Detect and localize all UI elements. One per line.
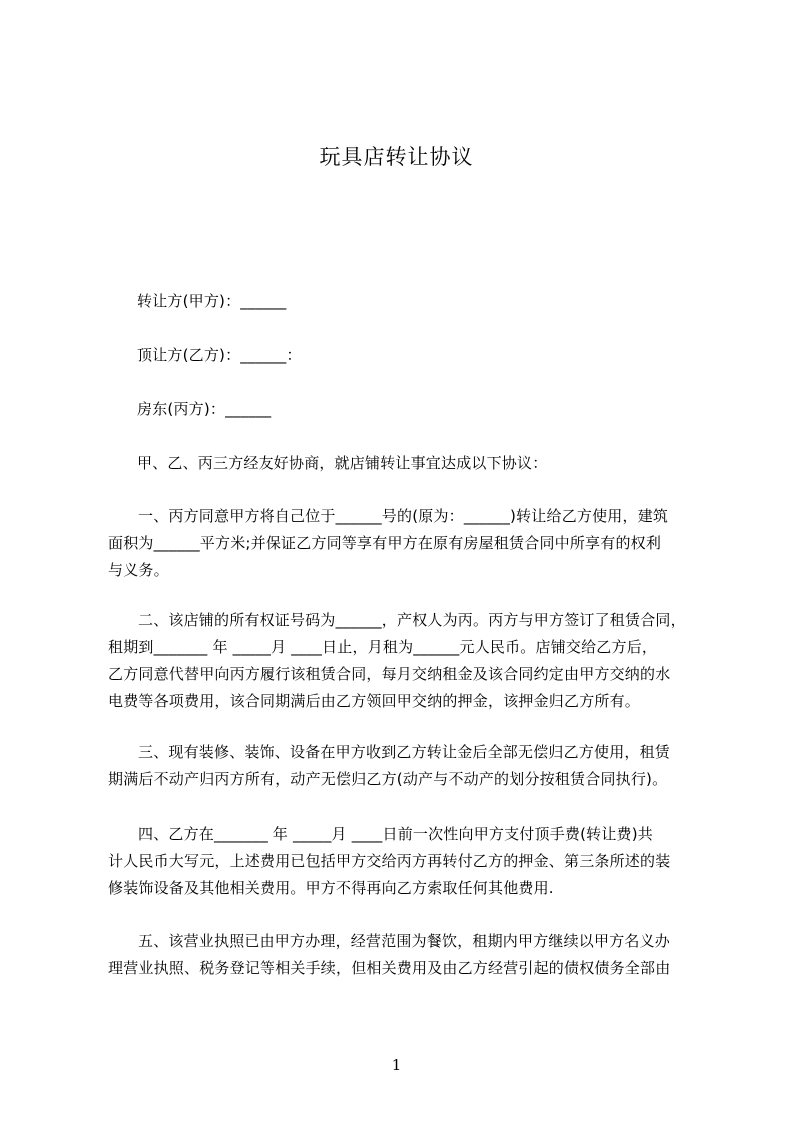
transferor-line: 转让方(甲方)：______ bbox=[137, 292, 287, 310]
page-number: 1 bbox=[391, 1056, 402, 1074]
clause-5-line-1: 五、该营业执照已由甲方办理，经营范围为餐饮，租期内甲方继续以甲方名义办 bbox=[138, 932, 671, 950]
document-title: 玩具店转让协议 bbox=[319, 145, 474, 169]
clause-3-line-2: 期满后不动产归丙方所有，动产无偿归乙方(动产与不动产的划分按租赁合同执行)。 bbox=[108, 770, 668, 788]
transferee-line: 顶让方(乙方)：______： bbox=[137, 346, 302, 364]
landlord-line: 房东(丙方)：______ bbox=[137, 400, 272, 418]
clause-2-line-2: 租期到_______ 年 _____月 ____日止，月租为______元人民币。店铺交给乙方后， bbox=[108, 638, 658, 656]
clause-3-line-1: 三、现有装修、装饰、设备在甲方收到乙方转让金后全部无偿归乙方使用，租赁 bbox=[138, 743, 671, 761]
clause-1-line-1: 一、丙方同意甲方将自己位于______号的(原为：______)转让给乙方使用，建筑 bbox=[138, 507, 669, 525]
clause-2-line-3: 乙方同意代替甲向丙方履行该租赁合同，每月交纳租金及该合同约定由甲方交纳的水 bbox=[108, 665, 671, 683]
clause-4-line-2: 计人民币大写元，上述费用已包括甲方交给丙方再转付乙方的押金、第三条所述的装 bbox=[108, 852, 671, 870]
clause-4-line-1: 四、乙方在_______ 年 _____月 ____日前一次性向甲方支付顶手费(转让费)共 bbox=[138, 825, 654, 843]
clause-5-line-2: 理营业执照、税务登记等相关手续，但相关费用及由乙方经营引起的债权债务全部由 bbox=[108, 959, 671, 977]
clause-4-line-3: 修装饰设备及其他相关费用。甲方不得再向乙方索取任何其他费用. bbox=[108, 879, 554, 897]
clause-1-line-3: 与义务。 bbox=[108, 561, 169, 579]
clause-2-line-4: 电费等各项费用，该合同期满后由乙方领回甲交纳的押金，该押金归乙方所有。 bbox=[108, 692, 641, 710]
clause-2-line-1: 二、该店铺的所有权证号码为______，产权人为丙。丙方与甲方签订了租赁合同， bbox=[138, 611, 686, 629]
clause-1-line-2: 面积为______平方米;并保证乙方同等享有甲方在原有房屋租赁合同中所享有的权利 bbox=[108, 534, 662, 552]
intro-line: 甲、乙、丙三方经友好协商，就店铺转让事宜达成以下协议： bbox=[137, 454, 548, 472]
